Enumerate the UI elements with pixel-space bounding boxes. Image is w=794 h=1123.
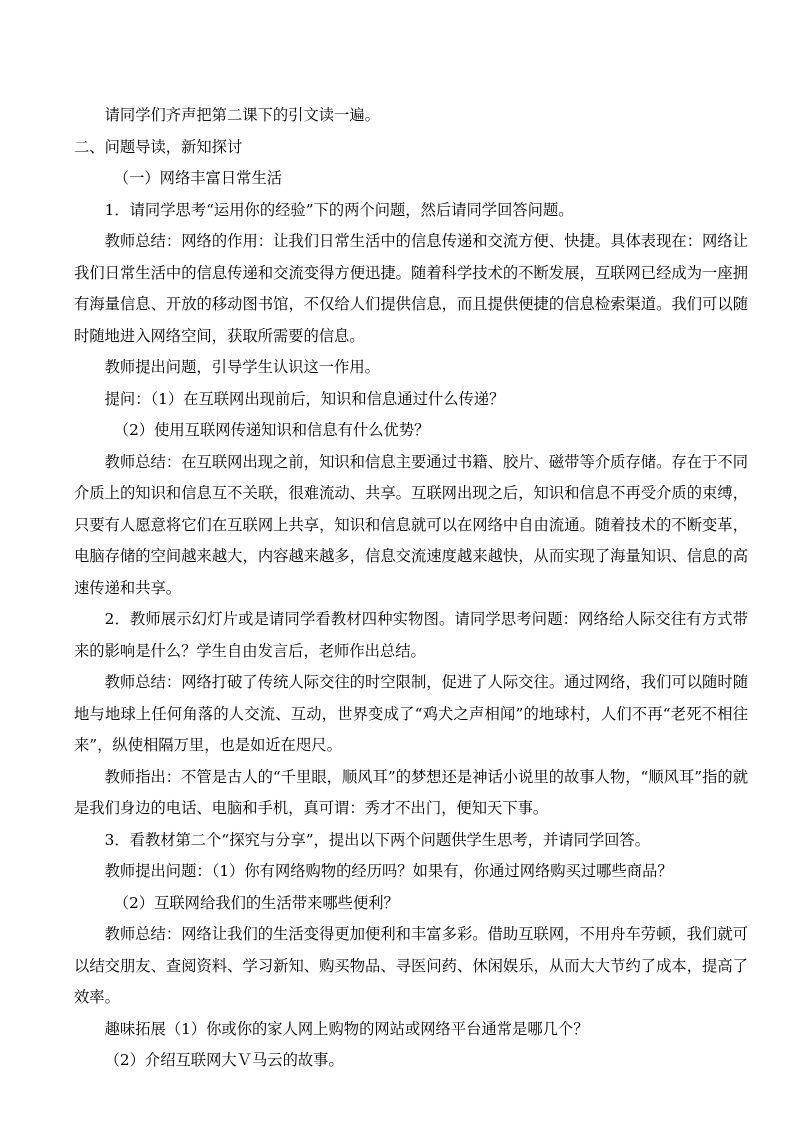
fun-extension-1: 趣味拓展（1）你或你的家人网上购物的网站或网络平台通常是哪几个？	[104, 1019, 589, 1038]
paragraph-read-aloud: 请同学们齐声把第二课下的引文读一遍。	[104, 106, 380, 124]
question-prompt-1: 提问：（1）在互联网出现前后，知识和信息通过什么传递？	[104, 389, 505, 408]
fun-extension-2: （2）介绍互联网大Ｖ马云的故事。	[104, 1051, 344, 1069]
question-prompt-2: （2）使用互联网传递知识和信息有什么优势？	[113, 421, 430, 439]
question-2: 2．教师展示幻灯片或是请同学看教材四种实物图。请同学思考问题：网络给人际交往有方式带来的影响是什么？学生自由发言后，老师作出总结。	[74, 610, 748, 660]
teacher-summary-4: 教师总结：网络让我们的生活变得更加便利和丰富多彩。借助互联网，不用舟车劳顿，我们就可以结交朋友、查阅资料、学习新知、购买物品、寻医问药、休闲娱乐，从而大大节约了成本，提高了效率。	[74, 925, 748, 1006]
teacher-question-3b: （2）互联网给我们的生活带来哪些便利？	[113, 893, 399, 912]
teacher-summary-1: 教师总结：网络的作用：让我们日常生活中的信息传递和交流方便、快捷。具体表现在：网络让我们日常生活中的信息传递和交流变得方便迅捷。随着科学技术的不断发展，互联网已经成为一座拥有海量信息、开放的移动图书馆，不仅给人们提供信息，而且提供便捷的信息检索渠道。我们可以随时随地进入网络空间，获取所需要的信息。	[74, 232, 748, 345]
teacher-summary-2: 教师总结：在互联网出现之前，知识和信息主要通过书籍、胶片、磁带等介质存储。存在于不同介质上的知识和信息互不关联，很难流动、共享。互联网出现之后，知识和信息不再受介质的束缚，只要有人愿意将它们在互联网上共享，知识和信息就可以在网络中自由流通。随着技术的不断变革，电脑存储的空间越来越大，内容越来越多，信息交流速度越来越快，从而实现了海量知识、信息的高速传递和共享。	[74, 452, 748, 597]
question-1: 1．请同学思考“运用你的经验”下的两个问题，然后请同学回答问题。	[104, 200, 574, 219]
question-3: 3．看教材第二个“探究与分享”，提出以下两个问题供学生思考，并请同学回答。	[104, 830, 651, 849]
subsection-heading-1: （一）网络丰富日常生活	[113, 169, 283, 187]
section-heading-2: 二、问题导读，新知探讨	[74, 137, 243, 156]
teacher-question-3a: 教师提出问题：（1）你有网络购物的经历吗？如果有，你通过网络购买过哪些商品？	[104, 862, 673, 880]
teacher-note: 教师指出：不管是古人的“千里眼，顺风耳”的梦想还是神话小说里的故事人物，“顺风耳”指的就是我们身边的电话、电脑和手机，真可谓：秀才不出门，便知天下事。	[74, 767, 748, 817]
teacher-question-prompt: 教师提出问题，引导学生认识这一作用。	[104, 358, 380, 376]
teacher-summary-3: 教师总结：网络打破了传统人际交往的时空限制，促进了人际交往。通过网络，我们可以随时随地与地球上任何角落的人交流、互动，世界变成了“鸡犬之声相闻”的地球村，人们不再“老死不相往来”，纵使相隔万里，也是如近在咫尺。	[74, 673, 748, 754]
